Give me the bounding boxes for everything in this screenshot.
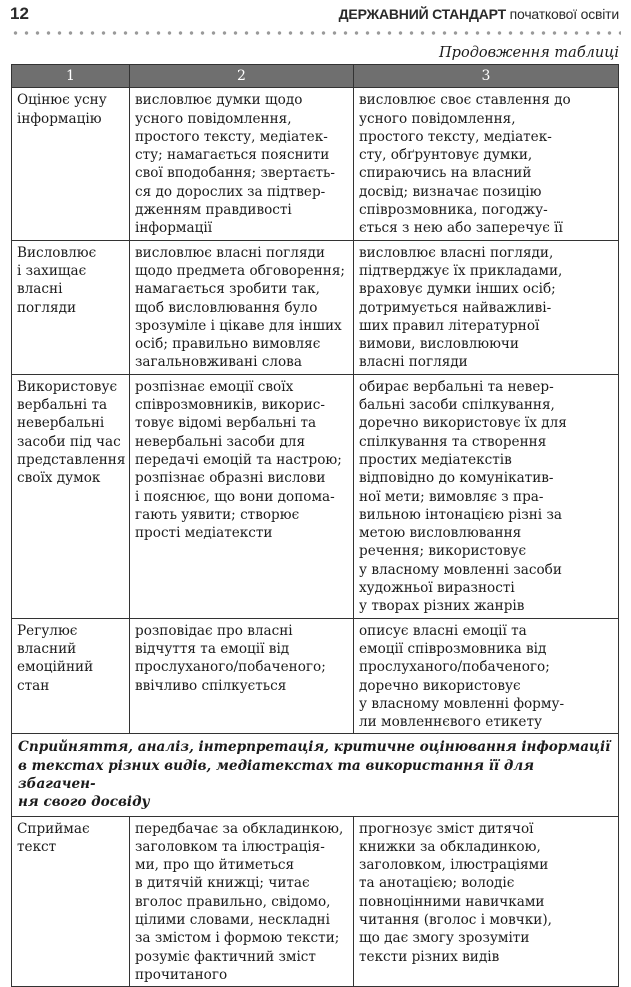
column-header-1: 1 — [12, 65, 130, 88]
running-title-light: початкової освіти — [509, 6, 619, 22]
table-row — [12, 88, 619, 240]
standards-table — [11, 64, 619, 987]
row-skill-cell: Використовує вербальні та невербальні засоби під час представлення своїх думок — [12, 374, 130, 618]
table-row — [12, 816, 619, 987]
row-level-3-cell: висловлює своє ставлення до усного повідомлення, простого тексту, медіатек- сту, обґрунтовує думки, спираючись на власний досвід; визначає позицію співрозмовника, погоджу- ється з нею або заперечує її — [354, 88, 619, 240]
running-title-bold: ДЕРЖАВНИЙ СТАНДАРТ — [338, 6, 506, 22]
row-skill-cell: Регулює власний емоційний стан — [12, 618, 130, 734]
page-number: 12 — [10, 4, 29, 23]
table-row — [12, 240, 619, 374]
column-header-2: 2 — [130, 65, 354, 88]
dotted-divider — [10, 30, 621, 36]
row-level-3-cell: прогнозує зміст дитячої книжки за обкладинкою, заголовком, ілюстраціями та анотацією; володіє повноцінними навичками читання (вголос і мовчки), що дає змогу зрозуміти тексти різних видів — [354, 816, 619, 987]
row-skill-cell: Оцінює усну інформацію — [12, 88, 130, 240]
table-row — [12, 374, 619, 618]
table-continuation-label: Продовження таблиці — [439, 45, 619, 61]
page-header — [0, 0, 631, 30]
table-row — [12, 618, 619, 734]
row-skill-cell: Висловлює і захищає власні погляди — [12, 240, 130, 374]
row-level-3-cell: висловлює власні погляди, підтверджує їх прикладами, враховує думки інших осіб; дотримується найважливі- ших правил літературної вимови, висловлюючи власні погляди — [354, 240, 619, 374]
running-title — [339, 6, 619, 22]
row-level-3-cell: описує власні емоції та емоції співрозмовника від прослуханого/побаченого; доречно використовує у власному мовленні форму- ли мовленнєвого етикету — [354, 618, 619, 734]
row-skill-cell: Сприймає текст — [12, 816, 130, 987]
row-level-2-cell: розповідає про власні відчуття та емоції від прослуханого/побаченого; ввічливо спілкується — [130, 618, 354, 734]
row-level-2-cell: висловлює думки щодо усного повідомлення, простого тексту, медіатек- сту; намагається пояснити свої вподобання; звертаєть- ся до дорослих за підтвер- дженням правдивості інформації — [130, 88, 354, 240]
section-heading-row — [12, 734, 619, 816]
column-header-3: 3 — [354, 65, 619, 88]
table-header-row — [12, 65, 619, 88]
row-level-2-cell: розпізнає емоції своїх співрозмовників, викорис- товує відомі вербальні та невербальні засоби для передачі емоцій та настрою; розпізнає образні вислови і пояснює, що вони допома- гають уявити; створює прості медіатексти — [130, 374, 354, 618]
row-level-3-cell: обирає вербальні та невер- бальні засоби спілкування, доречно використовує їх для спілкування та створення простих медіатекстів відповідно до комунікатив- ної мети; вимовляє з пра- вильною інтонацією різні за метою висловлювання речення; використовує у власному мовленні засоби художньої виразності у творах різних жанрів — [354, 374, 619, 618]
row-level-2-cell: передбачає за обкладинкою, заголовком та ілюстрація- ми, про що йтиметься в дитячій книжці; читає вголос правильно, свідомо, цілими словами, нескладні за змістом і формою тексти; розуміє фактичний зміст прочитаного — [130, 816, 354, 987]
section-heading: Сприйняття, аналіз, інтерпретація, критичне оцінювання інформації в текстах різних видів, медіатекстах та використання її для збагачен- ня свого досвіду — [12, 734, 619, 816]
row-level-2-cell: висловлює власні погляди щодо предмета обговорення; намагається зробити так, щоб висловлювання було зрозуміле і цікаве для інших осіб; правильно вимовляє загальновживані слова — [130, 240, 354, 374]
